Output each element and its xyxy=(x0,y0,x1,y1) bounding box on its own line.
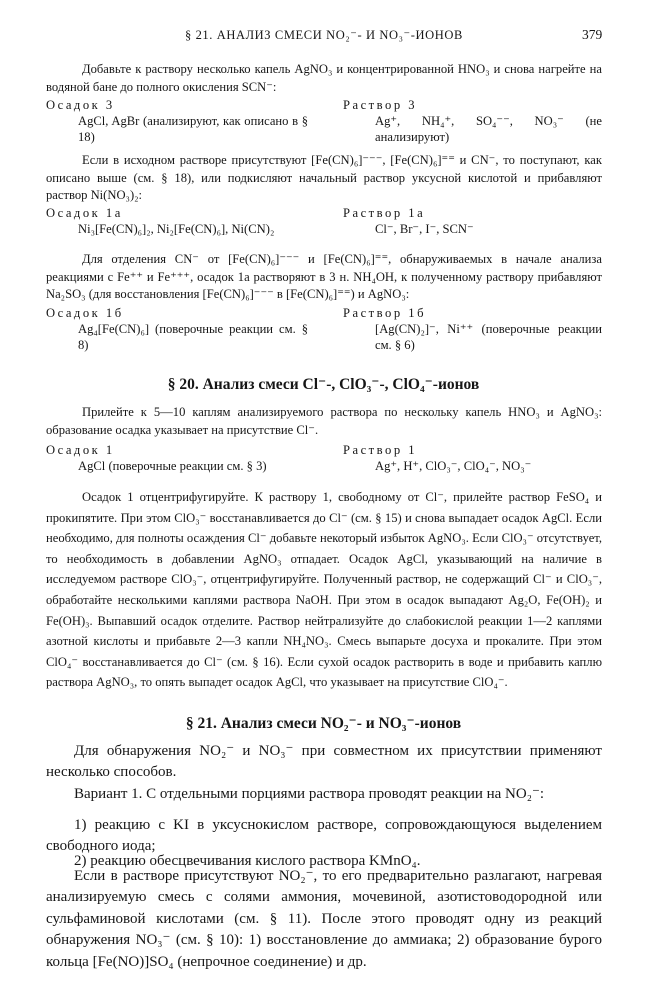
solution-3 xyxy=(343,97,602,145)
solution-3-body: Ag⁺, NH₄⁺, SO₄⁻⁻, NO₃⁻ (не анализируют) xyxy=(375,114,602,144)
solution-1a xyxy=(343,205,602,237)
precipitate-1a-caption: Осадок 1а xyxy=(46,206,123,220)
precipitate-3-caption: Осадок 3 xyxy=(46,98,115,112)
section-21-variant-1: Вариант 1. С отдельными порциями раствора проводят реакции на NO₂⁻: xyxy=(74,786,545,802)
precipitate-1b xyxy=(46,305,308,353)
separation-paragraph: Для отделения CN⁻ от [Fe(CN)₆]⁻⁻⁻ и [Fe(CN)₆]⁼⁼, обнаруживаемых в начале анализа реакциями с Fe⁺⁺ и Fe⁺⁺⁺, осадок 1а растворяют в 3 н. NH₄OH, к полученному раствору прибавляют Na₂SO₃ (для восстановления [Fe(CN)₆]⁻⁻⁻ в [Fe(CN)₆]⁼⁼) и AgNO₃: xyxy=(46,252,602,302)
solution-1a-caption: Раствор 1а xyxy=(343,206,426,220)
solution-20-1 xyxy=(343,442,602,474)
section-20-heading: § 20. Анализ смеси Cl⁻-, ClO₃⁻-, ClO₄⁻-ионов xyxy=(167,376,480,393)
precipitate-1a-body: Ni₃[Fe(CN)₆]₂, Ni₂[Fe(CN)₆], Ni(CN)₂ xyxy=(78,222,275,236)
section-21-item-1: 1) реакцию с KI в уксуснокислом растворе, сопровождающуюся выделением свободного иода; xyxy=(46,817,602,855)
solution-1b xyxy=(343,305,602,353)
precipitate-20-1 xyxy=(46,442,308,474)
section-21-heading: § 21. Анализ смеси NO₂⁻- и NO₃⁻-ионов xyxy=(185,715,462,732)
solution-1a-body: Cl⁻, Br⁻, I⁻, SCN⁻ xyxy=(375,222,474,236)
precipitate-20-1-caption: Осадок 1 xyxy=(46,443,115,457)
section-20-main-paragraph: Осадок 1 отцентрифугируйте. К раствору 1, свободному от Cl⁻, прилейте раствор FeSO₄ и прокипятите. При этом ClO₃⁻ восстанавливается до Cl⁻ (см. § 15) и снова выпадает осадок AgCl. Если необходимо, для полноты осаждения Cl⁻ добавьте некоторый избыток AgNO₃. Если ClO₃⁻ отсутствует, то необходимость в добавлении AgNO₃ отпадает. Осадок AgCl, указывающий на наличие в исследуемом растворе ClO₃⁻, отцентрифугируйте. Полученный раствор, не содержащий Cl⁻ и ClO₃⁻, обработайте несколькими каплями раствора NaOH. При этом в осадок выпадают Ag₂O, Fe(OH)₂ и Fe(OH)₃. Выпавший осадок отделите. Раствор нейтрализуйте до слабокислой реакции 1—2 каплями азотной кислоты и прибавьте 2—3 капли NH₄NO₃. Смесь выпарьте досуха и прокалите. При этом ClO₄⁻ восстанавливается до Cl⁻ (см. § 16). Если сухой осадок растворить в воде и прибавить каплю раствора AgNO₃, то опять выпадет осадок AgCl, что указывает на присутствие ClO₄⁻. xyxy=(46,490,602,690)
section-21-item-2: 2) реакцию обесцвечивания кислого раствора KMnO₄. xyxy=(74,853,421,869)
section-20-intro: Прилейте к 5—10 каплям анализируемого раствора по нескольку капель HNO₃ и AgNO₃: образование осадка указывает на присутствие Cl⁻. xyxy=(46,405,602,437)
solution-20-1-caption: Раствор 1 xyxy=(343,443,418,457)
header-title: § 21. АНАЛИЗ СМЕСИ NO₂⁻- И NO₃⁻-ИОНОВ xyxy=(185,28,463,42)
solution-1b-caption: Раствор 1б xyxy=(343,306,426,320)
running-header xyxy=(0,27,647,47)
section-21-intro: Для обнаружения NO₂⁻ и NO₃⁻ при совместном их присутствии применяют несколько способов. xyxy=(46,743,602,781)
solution-3-caption: Раствор 3 xyxy=(343,98,418,112)
precipitate-1b-caption: Осадок 1б xyxy=(46,306,124,320)
page-number: 379 xyxy=(582,27,603,42)
precipitate-3 xyxy=(46,97,308,145)
intro-paragraph: Добавьте к раствору несколько капель AgNO₃ и концентрированной HNO₃ и снова нагрейте на водяной бане до полного окисления SCN⁻: xyxy=(46,62,602,94)
precipitate-3-body: AgCl, AgBr (анализируют, как описано в § 18) xyxy=(78,114,308,144)
precipitate-1a xyxy=(46,205,308,237)
ferrocyanide-paragraph: Если в исходном растворе присутствуют [Fe(CN)₆]⁻⁻⁻, [Fe(CN)₆]⁼⁼ и CN⁻, то поступают, как описано выше (см. § 18), или подкисляют начальный раствор уксусной кислотой и прибавляют раствор Ni(NO₃)₂: xyxy=(46,153,602,203)
solution-20-1-body: Ag⁺, H⁺, ClO₃⁻, ClO₄⁻, NO₃⁻ xyxy=(375,459,532,473)
precipitate-20-1-body: AgCl (поверочные реакции см. § 3) xyxy=(78,459,267,473)
section-21-final-paragraph: Если в растворе присутствуют NO₂⁻, то его предварительно разлагают, нагревая анализируемую смесь с солями аммония, мочевиной, азотистоводородной или сульфаминовой кислотами (см. § 11). После этого проводят одну из реакций обнаружения NO₃⁻ (см. § 10): 1) восстановление до аммиака; 2) образование бурого кольца [Fe(NO)]SO₄ (непрочное соединение) и др. xyxy=(46,868,602,970)
precipitate-1b-body: Ag₄[Fe(CN)₆] (поверочные реакции см. § 8) xyxy=(78,322,308,352)
solution-1b-body: [Ag(CN)₂]⁻, Ni⁺⁺ (поверочные реакции см. § 6) xyxy=(375,322,602,352)
